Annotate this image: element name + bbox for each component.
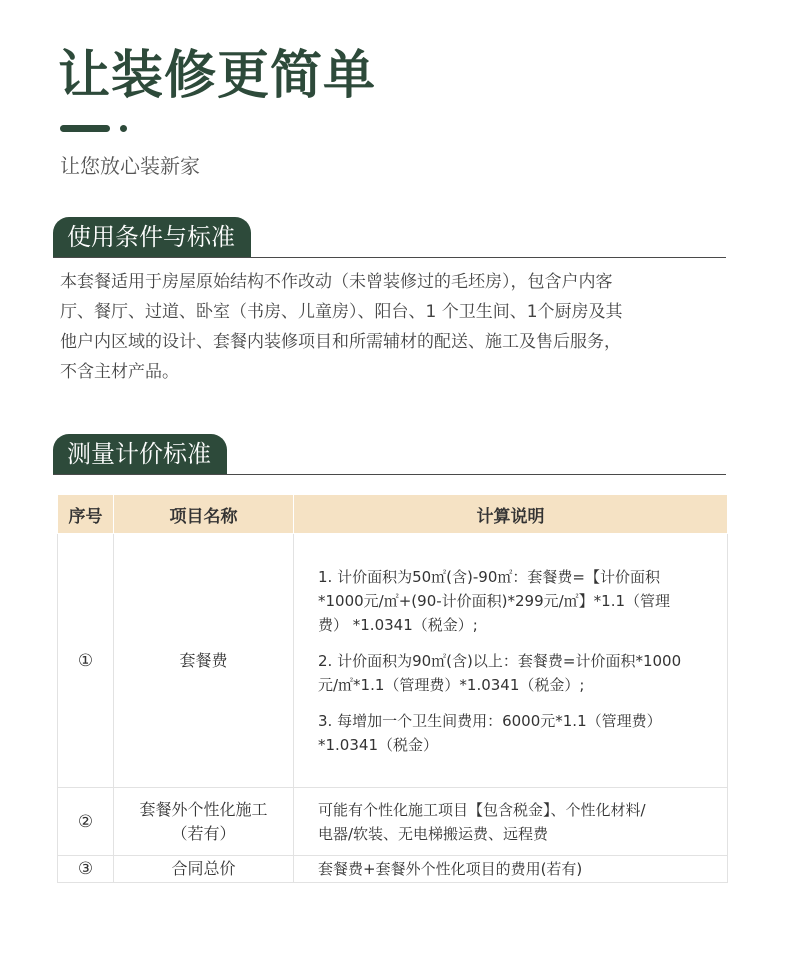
table-row [58, 788, 728, 856]
paragraph-line: 厅、餐厅、过道、卧室（书房、儿童房）、阳台、1 个卫生间、1个厨房及其 [60, 302, 623, 322]
item-name-line: 合同总价 [171, 859, 236, 878]
description-line: 费） *1.0341（税金）; [318, 615, 478, 634]
table-row [58, 856, 728, 883]
title-underline-dot [120, 125, 127, 132]
description-item [318, 565, 723, 637]
description-line: 电器/软装、无电梯搬运费、远程费 [318, 824, 549, 843]
row-number: ① [58, 534, 114, 788]
section-label-conditions: 使用条件与标准 [53, 217, 251, 257]
table-header-row [58, 495, 728, 534]
header-cell-item-name: 项目名称 [114, 495, 294, 534]
row-item-name [114, 788, 294, 856]
conditions-paragraph [60, 267, 732, 387]
section-header-conditions [53, 217, 726, 258]
item-name-line: 套餐外个性化施工 [139, 799, 268, 819]
row-description [294, 788, 728, 856]
title-underline-bar [60, 125, 110, 132]
description-line: *1.0341（税金） [318, 735, 438, 754]
description-line: 3. 每增加一个卫生间费用：6000元*1.1（管理费） [318, 711, 662, 730]
description-line: 可能有个性化施工项目【包含税金】、个性化材料/ [318, 800, 646, 819]
description-item [318, 649, 723, 697]
section-label-pricing: 测量计价标准 [53, 434, 227, 474]
paragraph-line: 他户内区域的设计、套餐内装修项目和所需辅材的配送、施工及售后服务， [60, 332, 621, 352]
item-name-line: 套餐费 [179, 650, 228, 670]
header-cell-number: 序号 [58, 495, 114, 534]
description-line: *1000元/㎡+(90-计价面积)*299元/㎡】*1.1（管理 [318, 591, 671, 610]
description-item [318, 798, 723, 846]
description-line: 1. 计价面积为50㎡(含)-90㎡：套餐费=【计价面积 [318, 567, 660, 586]
description-item [318, 857, 723, 881]
pricing-table [57, 494, 728, 883]
item-name-line: （若有） [171, 823, 236, 843]
section-header-pricing [53, 434, 726, 475]
description-item [318, 709, 723, 757]
row-number: ② [58, 788, 114, 856]
row-description [294, 856, 728, 883]
description-line: 元/㎡*1.1（管理费）*1.0341（税金）; [318, 675, 585, 694]
description-line: 套餐费+套餐外个性化项目的费用(若有) [318, 860, 583, 878]
table-row [58, 534, 728, 788]
paragraph-line: 不含主材产品。 [60, 362, 179, 382]
page-subtitle: 让您放心装新家 [60, 154, 200, 178]
row-number: ③ [58, 856, 114, 883]
row-item-name [114, 534, 294, 788]
description-line: 2. 计价面积为90㎡(含)以上：套餐费=计价面积*1000 [318, 651, 682, 670]
row-item-name [114, 856, 294, 883]
row-description [294, 534, 728, 788]
paragraph-line: 本套餐适用于房屋原始结构不作改动（未曾装修过的毛坯房），包含户内客 [60, 272, 613, 292]
page-title: 让装修更简单 [58, 46, 377, 106]
header-cell-description: 计算说明 [294, 495, 728, 534]
